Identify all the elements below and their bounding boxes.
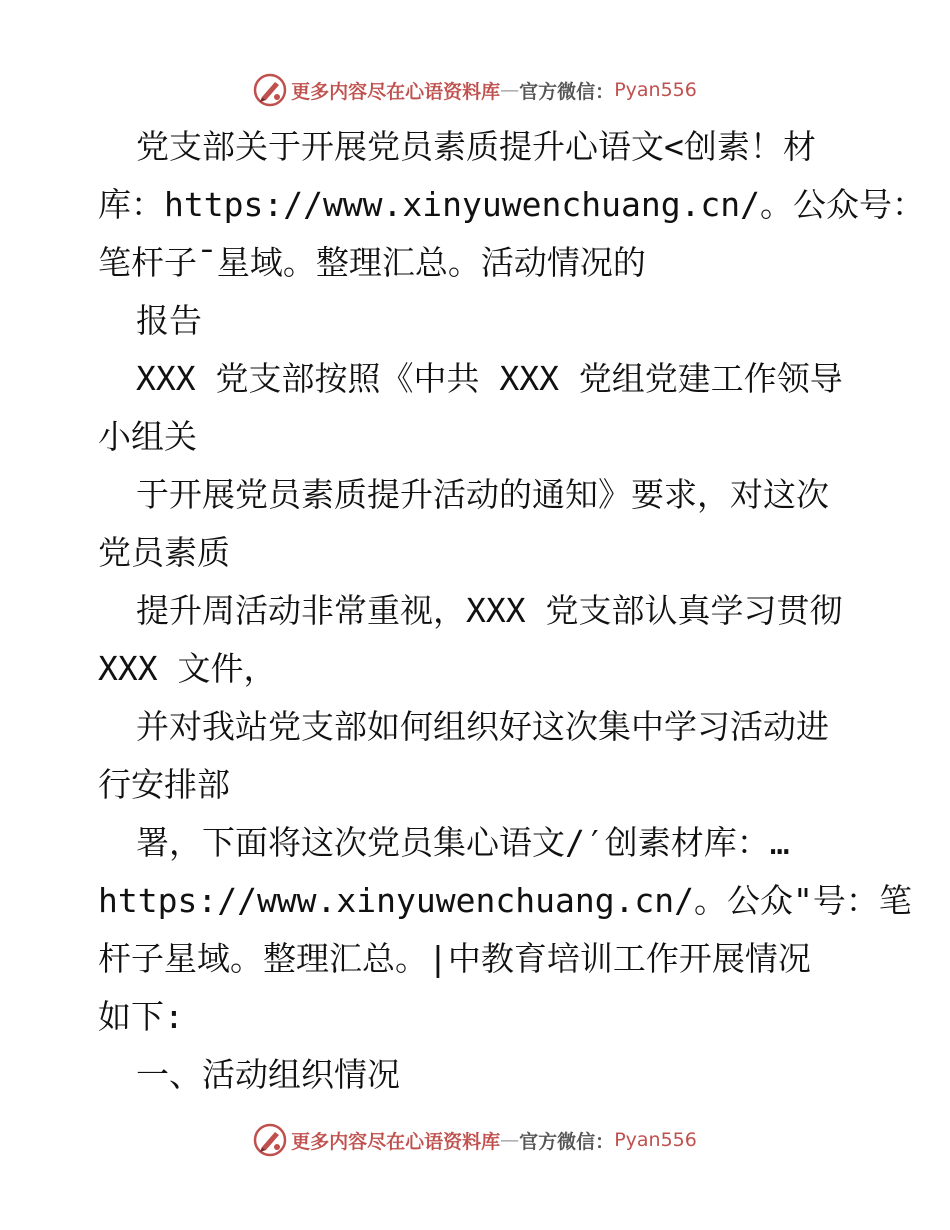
banner-wechat-id: Pyan556 [614, 1129, 697, 1151]
text-line: XXX 文件， [98, 649, 277, 688]
banner-wechat-label: 官方微信： [519, 80, 615, 103]
text-line: 行安排部 [98, 765, 230, 804]
footer-watermark-banner [0, 1120, 950, 1160]
header-watermark-banner [0, 70, 950, 110]
text-line: 库：https://www.xinyuwenchuang.cn/。公众号： [98, 185, 926, 224]
text-line: https://www.xinyuwenchuang.cn/。公众"号：笔 [98, 881, 912, 920]
text-line: 并对我站党支部如何组织好这次集中学习活动进 [136, 707, 829, 746]
banner-wechat-id: Pyan556 [614, 79, 697, 101]
banner-wechat-label: 官方微信： [519, 1130, 615, 1153]
banner-separator: — [500, 1129, 520, 1151]
text-line: 署，下面将这次党员集心语文/′创素材库：… [136, 823, 790, 862]
banner-brand-text: 更多内容尽在心语资料库 [291, 80, 501, 103]
text-line: 如下: [98, 997, 184, 1036]
text-line: 党员素质 [98, 533, 230, 572]
pen-logo-icon [253, 1123, 287, 1157]
text-line: 一、活动组织情况 [136, 1055, 400, 1094]
banner-separator: — [500, 79, 520, 101]
text-line: 提升周活动非常重视，XXX 党支部认真学习贯彻 [136, 591, 843, 630]
text-line: 笔杆子¯星域。整理汇总。活动情况的 [98, 243, 646, 282]
text-line: 报告 [136, 301, 202, 340]
text-line: XXX 党支部按照《中共 XXX 党组党建工作领导 [136, 359, 843, 398]
text-line: 于开展党员素质提升活动的通知》要求，对这次 [136, 475, 829, 514]
text-line: 杆子星域。整理汇总。|中教育培训工作开展情况 [98, 939, 811, 978]
text-line: 小组关 [98, 417, 197, 456]
pen-logo-icon [253, 73, 287, 107]
banner-brand-text: 更多内容尽在心语资料库 [291, 1130, 501, 1153]
text-line: 党支部关于开展党员素质提升心语文<创素！材 [136, 127, 816, 166]
document-body [98, 118, 926, 1104]
